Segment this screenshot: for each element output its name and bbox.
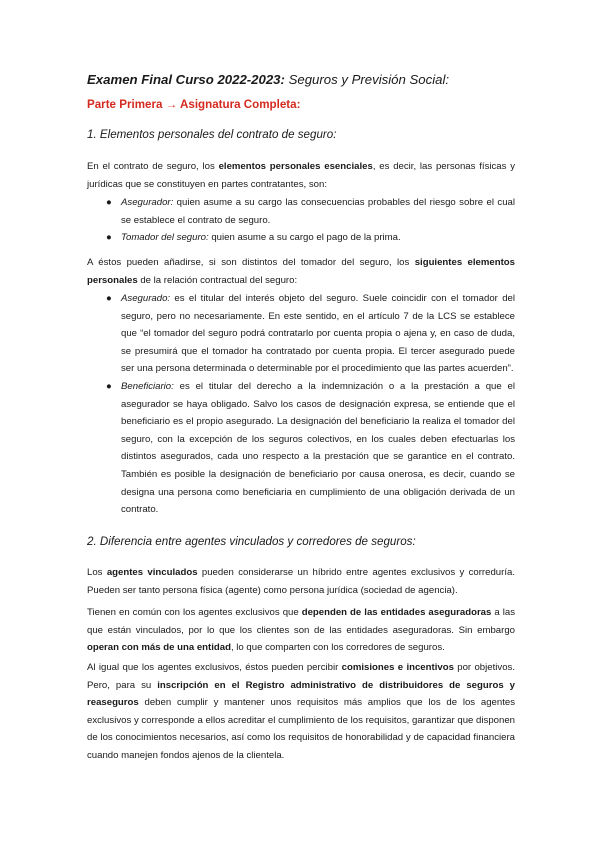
document-title	[87, 72, 449, 87]
section-1-intro: En el contrato de seguro, los elementos personales esenciales, es decir, las personas físicas y jurídicas que se constituyen en partes contratantes, son:	[87, 161, 516, 190]
section-2-heading: 2. Diferencia entre agentes vinculados y corredores de seguros:	[87, 535, 416, 548]
essential-elements-list	[87, 194, 515, 247]
additional-elements-list	[87, 290, 515, 519]
list-item: ● Asegurador: quien asume a su cargo las consecuencias probables del riesgo sobre el cual se establece el contrato de seguro.	[87, 194, 515, 229]
section-2-para-1: Los agentes vinculados pueden considerarse un híbrido entre agentes exclusivos y correduría. Pueden ser tanto persona física (agente) como persona jurídica (sociedad de agencia).	[87, 567, 515, 596]
list-item: ● Tomador del seguro: quien asume a su cargo el pago de la prima.	[87, 229, 515, 247]
title-rest: Seguros y Previsión Social:	[284, 72, 450, 87]
section-1-heading: 1. Elementos personales del contrato de seguro:	[87, 128, 337, 141]
bullet-icon: ●	[106, 197, 112, 208]
section-2-para-2: Tienen en común con los agentes exclusivos que dependen de las entidades aseguradoras a las que están vinculados, por lo que los clientes son de las entidades aseguradoras. Sin embargo operan con más de una entidad, lo que comparten con los corredores de seguros.	[87, 607, 515, 654]
part-heading: Parte Primera → Asignatura Completa:	[87, 98, 301, 111]
list-item: ● Beneficiario: es el titular del derecho a la indemnización o a la prestación a que el asegurador se haya obligado. Salvo los casos de designación expresa, se entiende que el beneficiario es el propio asegurado. La designación del beneficiario la realiza el tomador del seguro, con la excepción de los seguros colectivos, en los cuales deben efectuarlas los distintos asegurados, cada uno respecto a la prestación que se garantice en el contrato. También es posible la designación de beneficiario por causa onerosa, es decir, cuando se designa una persona como beneficiaria en cumplimiento de una obligación derivada de un contrato.	[87, 378, 515, 519]
title-bold: Examen Final Curso 2022-2023:	[87, 72, 285, 87]
bullet-icon: ●	[106, 380, 112, 392]
bullet-icon: ●	[106, 232, 112, 244]
list-item: ● Asegurado: es el titular del interés objeto del seguro. Suele coincidir con el tomador del seguro, pero no necesariamente. En este sentido, en el artículo 7 de la LCS se establece que “el tomador del seguro podrá contratarlo por cuenta propia o ajena y, en caso de duda, se presumirá que el tomador ha contratado por cuenta propia. El tercer asegurado puede ser una persona determinada o determinable por el procedimiento que las partes acuerden”.	[87, 290, 515, 378]
section-2-para-3: Al igual que los agentes exclusivos, éstos pueden percibir comisiones e incentivos por objetivos. Pero, para su inscripción en el Registro administrativo de distribuidores de seguros y reaseguros deben cumplir y mantener unos requisitos más amplios que los de los agentes exclusivos y corresponde a ellos acreditar el cumplimiento de los requisitos, garantizar que disponen de los conocimientos necesarios, así como los requisitos de honorabilidad y de capacidad financiera cuando manejen fondos ajenos de la clientela.	[87, 662, 515, 761]
bullet-icon: ●	[106, 293, 112, 304]
section-1-para-2: A éstos pueden añadirse, si son distintos del tomador del seguro, los siguientes elementos personales de la relación contractual del seguro:	[87, 257, 516, 286]
